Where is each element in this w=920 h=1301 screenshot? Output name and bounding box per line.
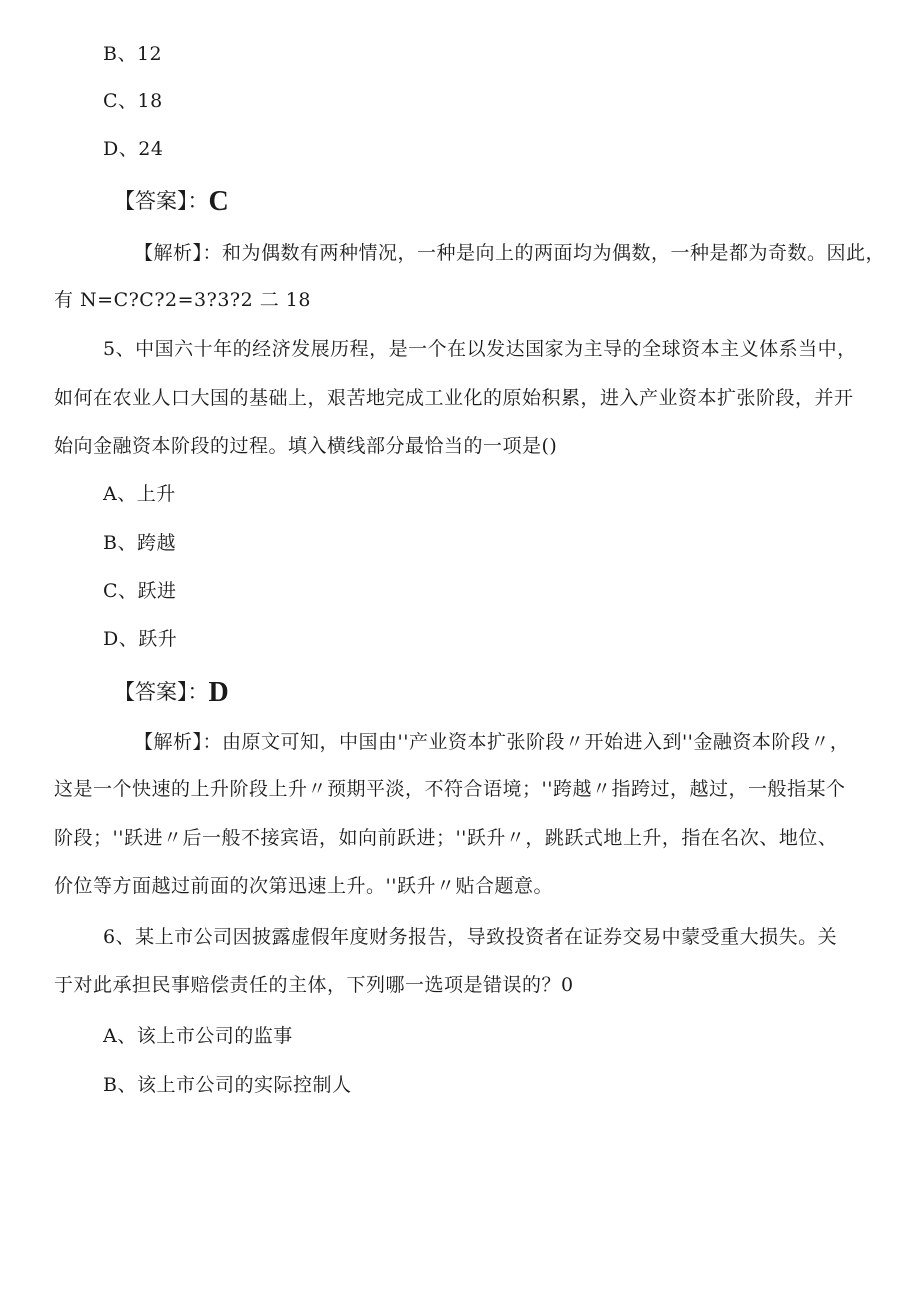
q5-stem-line-2: 如何在农业人口大国的基础上，艰苦地完成工业化的原始积累，进入产业资本扩张阶段，并开 bbox=[54, 387, 854, 409]
q5-option-d: D、跃升 bbox=[103, 628, 178, 650]
q4-answer-label: 【答案】： bbox=[114, 189, 209, 213]
q5-answer-label: 【答案】： bbox=[114, 680, 209, 704]
q4-answer-letter: C bbox=[208, 186, 229, 217]
q5-analysis-line-4: 价位等方面越过前面的次第迅速上升。''跃升〃贴合题意。 bbox=[54, 875, 553, 897]
q5-analysis-line-1: 【解析】：由原文可知，中国由''产业资本扩张阶段〃开始进入到''金融资本阶段〃， bbox=[134, 731, 850, 753]
q5-option-a: A、上升 bbox=[103, 483, 176, 505]
q4-analysis-line-2: 有 N=C?C?2=3?3?2 二 18 bbox=[54, 289, 311, 311]
q4-option-b: B、12 bbox=[103, 43, 163, 65]
q5-answer-letter: D bbox=[208, 677, 229, 708]
q6-stem-line-2: 于对此承担民事赔偿责任的主体，下列哪一选项是错误的？0 bbox=[54, 974, 574, 996]
q5-option-c: C、跃进 bbox=[103, 580, 177, 602]
q5-analysis-line-3: 阶段；''跃进〃后一般不接宾语，如向前跃进；''跃升〃，跳跃式地上升，指在名次、地位、 bbox=[54, 827, 838, 849]
q5-analysis-line-2: 这是一个快速的上升阶段上升〃预期平淡，不符合语境；''跨越〃指跨过，越过，一般指某个 bbox=[54, 778, 846, 800]
q5-option-b: B、跨越 bbox=[103, 532, 176, 554]
q6-stem-line-1: 6、某上市公司因披露虚假年度财务报告，导致投资者在证券交易中蒙受重大损失。关 bbox=[103, 926, 838, 948]
q4-analysis-line-1: 【解析】：和为偶数有两种情况，一种是向上的两面均为偶数，一种是都为奇数。因此， bbox=[134, 242, 886, 264]
q6-option-a: A、该上市公司的监事 bbox=[103, 1025, 293, 1047]
q5-stem-line-1: 5、中国六十年的经济发展历程，是一个在以发达国家为主导的全球资本主义体系当中， bbox=[103, 338, 857, 360]
q5-stem-line-3: 始向金融资本阶段的过程。填入横线部分最恰当的一项是() bbox=[54, 435, 558, 457]
q6-option-b: B、该上市公司的实际控制人 bbox=[103, 1074, 352, 1096]
q4-answer bbox=[114, 188, 229, 216]
q5-answer bbox=[114, 679, 229, 707]
q4-option-d: D、24 bbox=[103, 138, 164, 160]
q4-option-c: C、18 bbox=[103, 90, 163, 112]
